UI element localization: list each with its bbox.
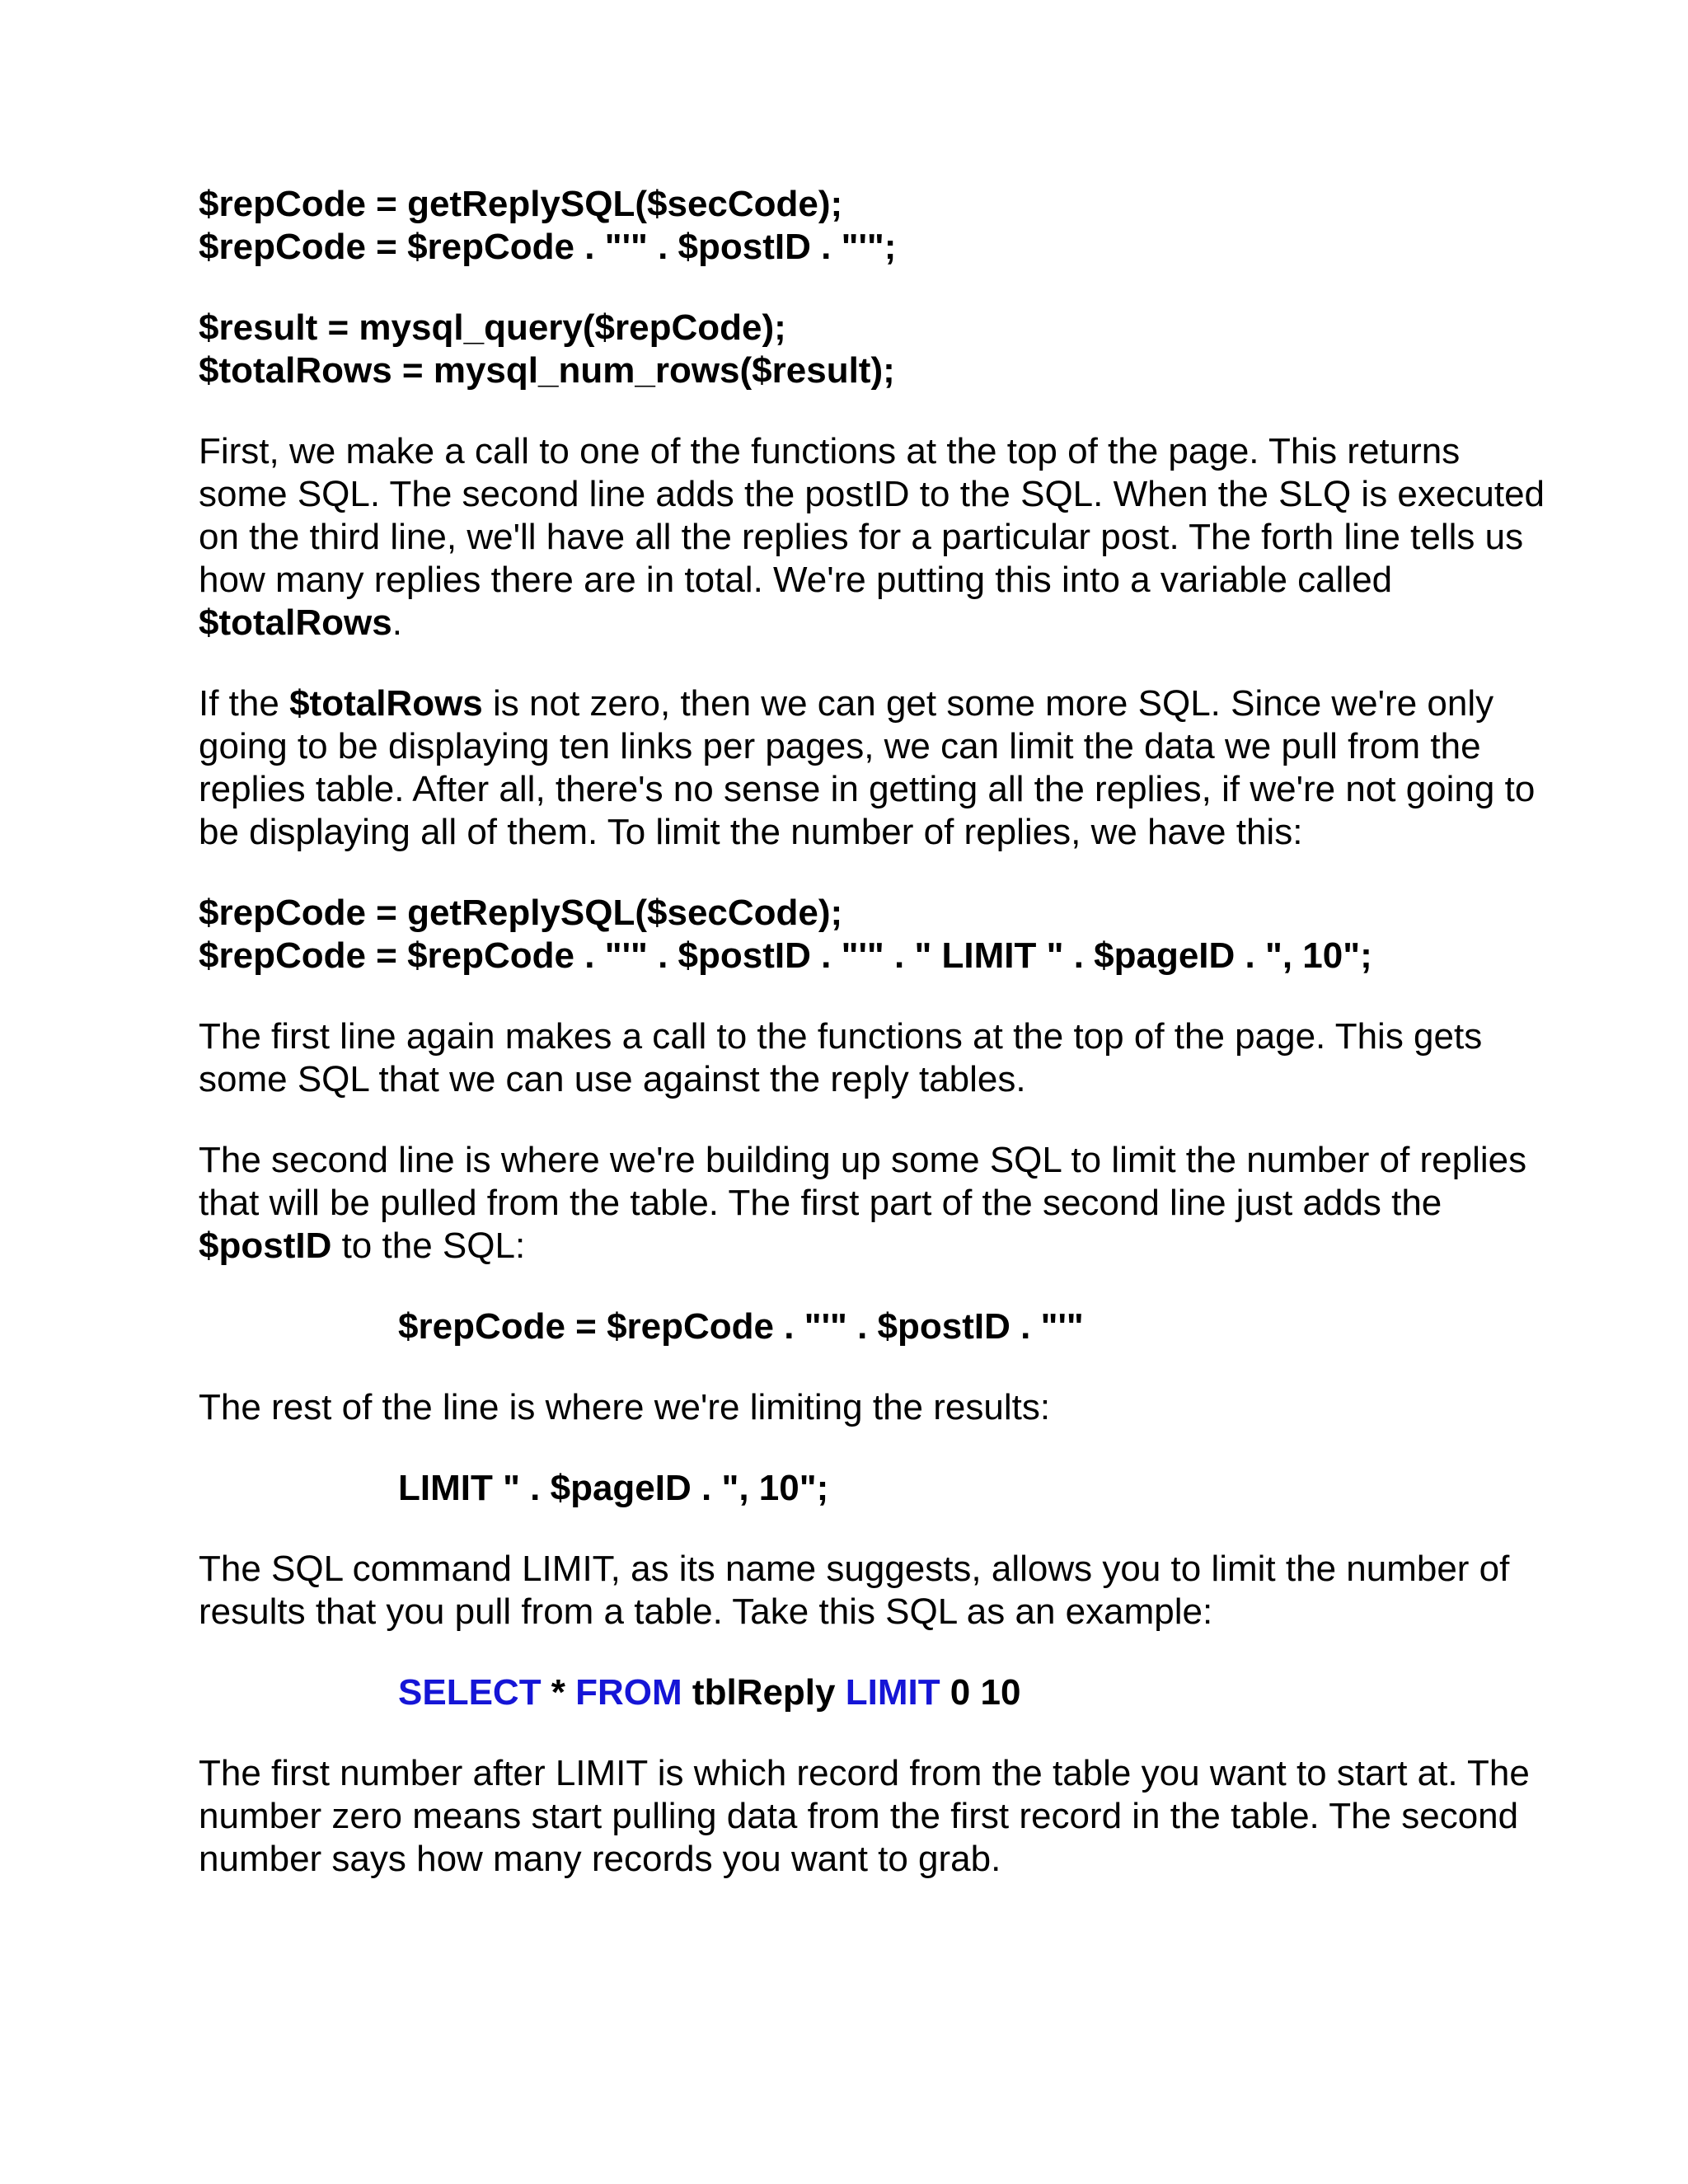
code-block-get-reply-sql xyxy=(199,183,1559,269)
code-line: $repCode = $repCode . "'" . $postID . "'" . " LIMIT " . $pageID . ", 10"; xyxy=(199,935,1372,976)
code-line: $repCode = $repCode . "'" . $postID . "'"; xyxy=(199,227,897,267)
document-page xyxy=(199,183,1559,1919)
sql-example xyxy=(199,1671,1559,1714)
sql-table-name: tblReply xyxy=(682,1672,846,1713)
paragraph-explanation-1 xyxy=(199,430,1559,644)
paragraph-explanation-6: The SQL command LIMIT, as its name suggests, allows you to limit the number of results that you pull from a table. Take this SQL as an example: xyxy=(199,1549,1510,1632)
paragraph-text: . xyxy=(392,602,402,643)
code-line: $totalRows = mysql_num_rows($result); xyxy=(199,350,895,391)
paragraph-explanation-4 xyxy=(199,1139,1559,1268)
paragraph-explanation-5: The rest of the line is where we're limiting the results: xyxy=(199,1387,1051,1427)
inline-code-totalrows: $totalRows xyxy=(289,683,483,724)
code-line: $repCode = $repCode . "'" . $postID . "'" xyxy=(398,1306,1084,1347)
paragraph-text: First, we make a call to one of the functions at the top of the page. This returns some SQL. The second line adds the postID to the SQL. When the SLQ is executed on the third line, we'll have all the replies for a particular post. The forth line tells us how many replies there are in total. We're putting this into a variable called xyxy=(199,431,1545,600)
inline-code-postid: $postID xyxy=(199,1226,332,1266)
code-block-query xyxy=(199,307,1559,392)
paragraph-explanation-3: The first line again makes a call to the functions at the top of the page. This gets some SQL that we can use against the reply tables. xyxy=(199,1016,1483,1099)
sql-keyword-select: SELECT xyxy=(398,1672,542,1713)
sql-keyword-limit: LIMIT xyxy=(845,1672,940,1713)
paragraph-explanation-2 xyxy=(199,682,1559,854)
code-snippet-limit xyxy=(199,1467,1559,1510)
sql-limit-values: 0 10 xyxy=(940,1672,1021,1713)
code-line: $repCode = getReplySQL($secCode); xyxy=(199,893,843,933)
sql-star: * xyxy=(541,1672,576,1713)
paragraph-text: is not zero, then we can get some more SQL. Since we're only going to be displaying ten links per pages, we can limit the data we pull from the replies table. After all, there's no sense in getting all the replies, if we're not going to be displaying all of them. To limit the number of replies, we have this: xyxy=(199,683,1536,852)
code-line: $result = mysql_query($repCode); xyxy=(199,307,786,348)
inline-code-totalrows: $totalRows xyxy=(199,602,392,643)
code-snippet-postid xyxy=(199,1305,1559,1348)
sql-keyword-from: FROM xyxy=(575,1672,682,1713)
sql-example-line xyxy=(398,1671,1559,1714)
paragraph-text: The second line is where we're building up some SQL to limit the number of replies that will be pulled from the table. The first part of the second line just adds the xyxy=(199,1140,1527,1223)
paragraph-explanation-7: The first number after LIMIT is which record from the table you want to start at. The number zero means start pulling data from the first record in the table. The second number says how many records you want to grab. xyxy=(199,1753,1530,1879)
paragraph-text: to the SQL: xyxy=(331,1226,526,1266)
code-line: $repCode = getReplySQL($secCode); xyxy=(199,184,843,224)
paragraph-text: If the xyxy=(199,683,290,724)
code-block-limit xyxy=(199,892,1559,977)
code-line: LIMIT " . $pageID . ", 10"; xyxy=(398,1468,829,1508)
